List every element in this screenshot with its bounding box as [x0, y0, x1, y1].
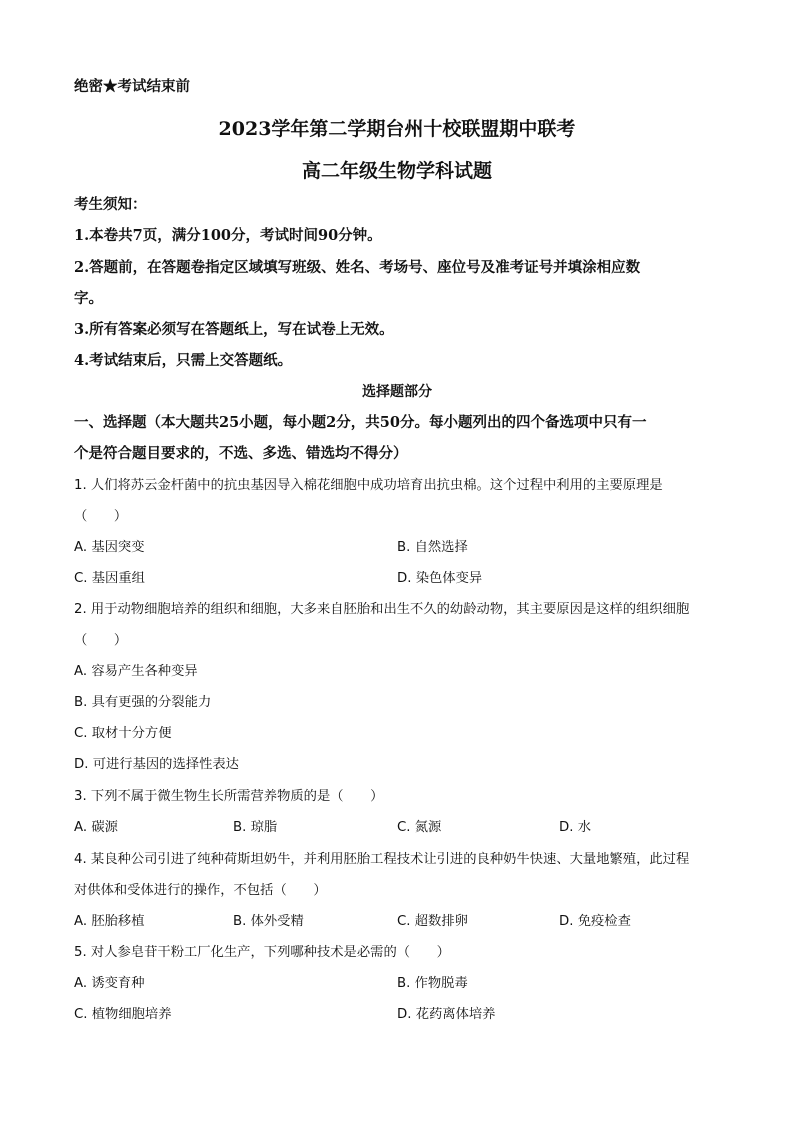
question-3-option-d: D. 水 — [559, 820, 591, 835]
notice-item: 3.所有答案必须写在答题纸上，写在试卷上无效。 — [74, 321, 394, 338]
question-3-option-b: B. 琼脂 — [233, 820, 278, 835]
question-4-option-c: C. 超数排卵 — [397, 914, 468, 929]
section-instructions: 一、选择题（本大题共25小题，每小题2分，共50分。每小题列出的四个备选项中只有一 — [74, 414, 647, 431]
confidential-label: 绝密★考试结束前 — [74, 78, 190, 95]
question-1-option-d: D. 染色体变异 — [397, 571, 483, 586]
question-1-blank: （ ） — [74, 509, 128, 524]
question-2-option-c: C. 取材十分方便 — [74, 726, 172, 741]
question-5-option-c: C. 植物细胞培养 — [74, 1007, 172, 1022]
question-3-option-a: A. 碳源 — [74, 820, 118, 835]
question-2-blank: （ ） — [74, 633, 128, 648]
notice-item: 2.答题前，在答题卷指定区域填写班级、姓名、考场号、座位号及准考证号并填涂相应数 — [74, 259, 641, 276]
question-5-option-a: A. 诱变育种 — [74, 976, 145, 991]
question-1-option-c: C. 基因重组 — [74, 571, 145, 586]
question-5-option-d: D. 花药离体培养 — [397, 1007, 496, 1022]
notice-item: 4.考试结束后，只需上交答题纸。 — [74, 352, 293, 369]
question-2-option-d: D. 可进行基因的选择性表达 — [74, 757, 239, 772]
question-1-option-b: B. 自然选择 — [397, 540, 468, 555]
question-1-option-a: A. 基因突变 — [74, 540, 145, 555]
question-4-option-b: B. 体外受精 — [233, 914, 304, 929]
question-4-option-d: D. 免疫检查 — [559, 914, 631, 929]
exam-title: 2023学年第二学期台州十校联盟期中联考 — [218, 118, 576, 140]
notice-heading: 考生须知： — [74, 196, 147, 213]
question-4-stem-cont: 对供体和受体进行的操作，不包括（ ） — [74, 883, 327, 898]
question-5-stem: 5. 对人参皂苷干粉工厂化生产，下列哪种技术是必需的（ ） — [74, 945, 450, 960]
exam-subtitle: 高二年级生物学科试题 — [301, 160, 492, 182]
question-1-stem: 1. 人们将苏云金杆菌中的抗虫基因导入棉花细胞中成功培育出抗虫棉。这个过程中利用的主要原理是 — [74, 478, 663, 493]
question-4-option-a: A. 胚胎移植 — [74, 914, 145, 929]
question-2-option-a: A. 容易产生各种变异 — [74, 664, 198, 679]
question-4-stem: 4. 某良种公司引进了纯种荷斯坦奶牛，并利用胚胎工程技术让引进的良种奶牛快速、大量地繁殖，此过程 — [74, 852, 690, 867]
question-2-option-b: B. 具有更强的分裂能力 — [74, 695, 212, 710]
section-title: 选择题部分 — [362, 384, 432, 400]
question-3-option-c: C. 氮源 — [397, 820, 442, 835]
question-2-stem: 2. 用于动物细胞培养的组织和细胞，大多来自胚胎和出生不久的幼龄动物，其主要原因是这样的组织细胞 — [74, 602, 690, 617]
question-3-stem: 3. 下列不属于微生物生长所需营养物质的是（ ） — [74, 789, 384, 804]
notice-item: 字。 — [74, 290, 103, 307]
section-instructions: 个是符合题目要求的，不选、多选、错选均不得分） — [74, 445, 408, 462]
notice-item: 1.本卷共7页，满分100分，考试时间90分钟。 — [74, 227, 382, 244]
question-5-option-b: B. 作物脱毒 — [397, 976, 468, 991]
